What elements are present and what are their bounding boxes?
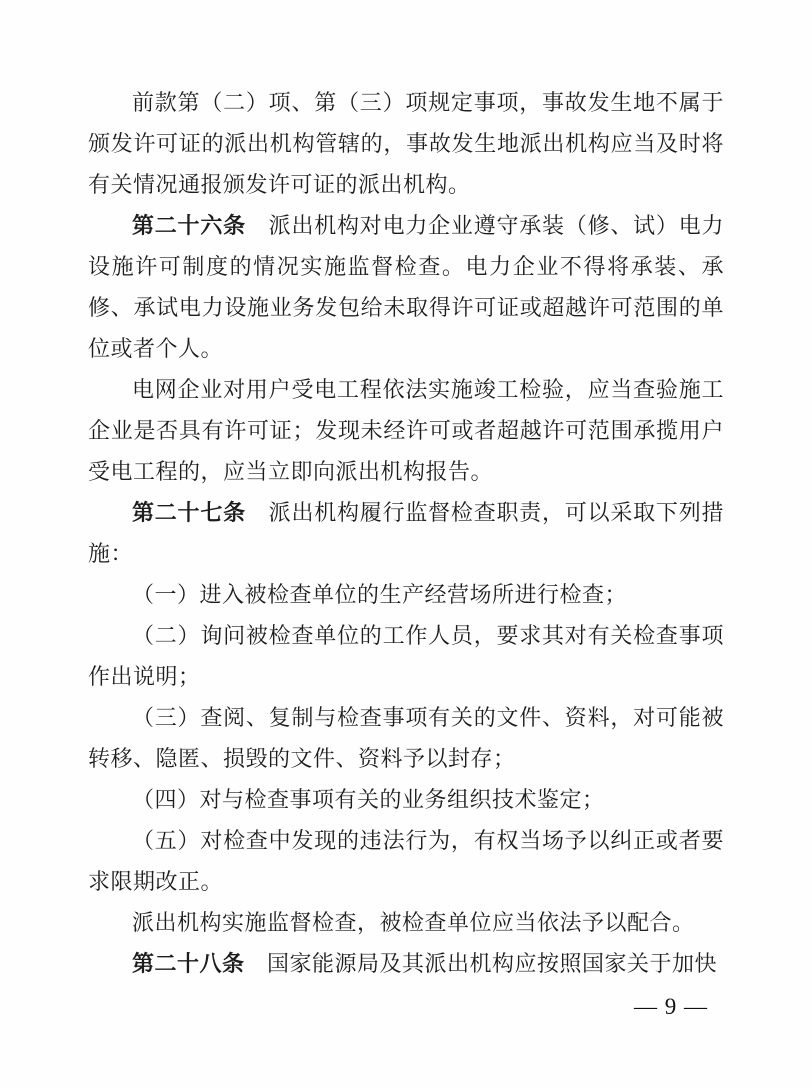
paragraph-text: 电网企业对用户受电工程依法实施竣工检验，应当查验施工企业是否具有许可证；发现未经许可或者超越许可范围承揽用户受电工程的，应当立即向派出机构报告。 — [88, 377, 724, 484]
paragraph-text: 派出机构履行监督检查职责，可以采取下列措施： — [88, 500, 724, 566]
paragraph-text: （三）查阅、复制与检查事项有关的文件、资料，对可能被转移、隐匿、损毁的文件、资料予以封存； — [88, 705, 724, 771]
document-body — [88, 82, 724, 984]
paragraph — [88, 492, 724, 574]
paragraph — [88, 902, 724, 943]
paragraph — [88, 205, 724, 369]
paragraph-text: （四）对与检查事项有关的业务组织技术鉴定； — [132, 787, 605, 812]
paragraph — [88, 697, 724, 779]
paragraph — [88, 615, 724, 697]
paragraph — [88, 779, 724, 820]
paragraph — [88, 82, 724, 205]
article-number: 第二十八条 — [132, 951, 245, 976]
article-number: 第二十六条 — [132, 213, 246, 238]
paragraph — [88, 820, 724, 902]
paragraph — [88, 574, 724, 615]
paragraph-text: 国家能源局及其派出机构应按照国家关于加快 — [244, 951, 718, 976]
paragraph-text: 派出机构对电力企业遵守承装（修、试）电力设施许可制度的情况实施监督检查。电力企业不得将承装、承修、承试电力设施业务发包给未取得许可证或超越许可范围的单位或者个人。 — [88, 213, 724, 361]
article-number: 第二十七条 — [132, 500, 246, 525]
paragraph-text: （一）进入被检查单位的生产经营场所进行检查； — [132, 582, 628, 607]
paragraph-text: （二）询问被检查单位的工作人员，要求其对有关检查事项作出说明； — [88, 623, 724, 689]
paragraph-text: （五）对检查中发现的违法行为，有权当场予以纠正或者要求限期改正。 — [88, 828, 724, 894]
paragraph-text: 派出机构实施监督检查，被检查单位应当依法予以配合。 — [132, 910, 695, 935]
paragraph — [88, 369, 724, 492]
paragraph — [88, 943, 724, 984]
page-number: — 9 — — [634, 994, 708, 1019]
paragraph-text: 前款第（二）项、第（三）项规定事项，事故发生地不属于颁发许可证的派出机构管辖的，事故发生地派出机构应当及时将有关情况通报颁发许可证的派出机构。 — [88, 90, 724, 197]
